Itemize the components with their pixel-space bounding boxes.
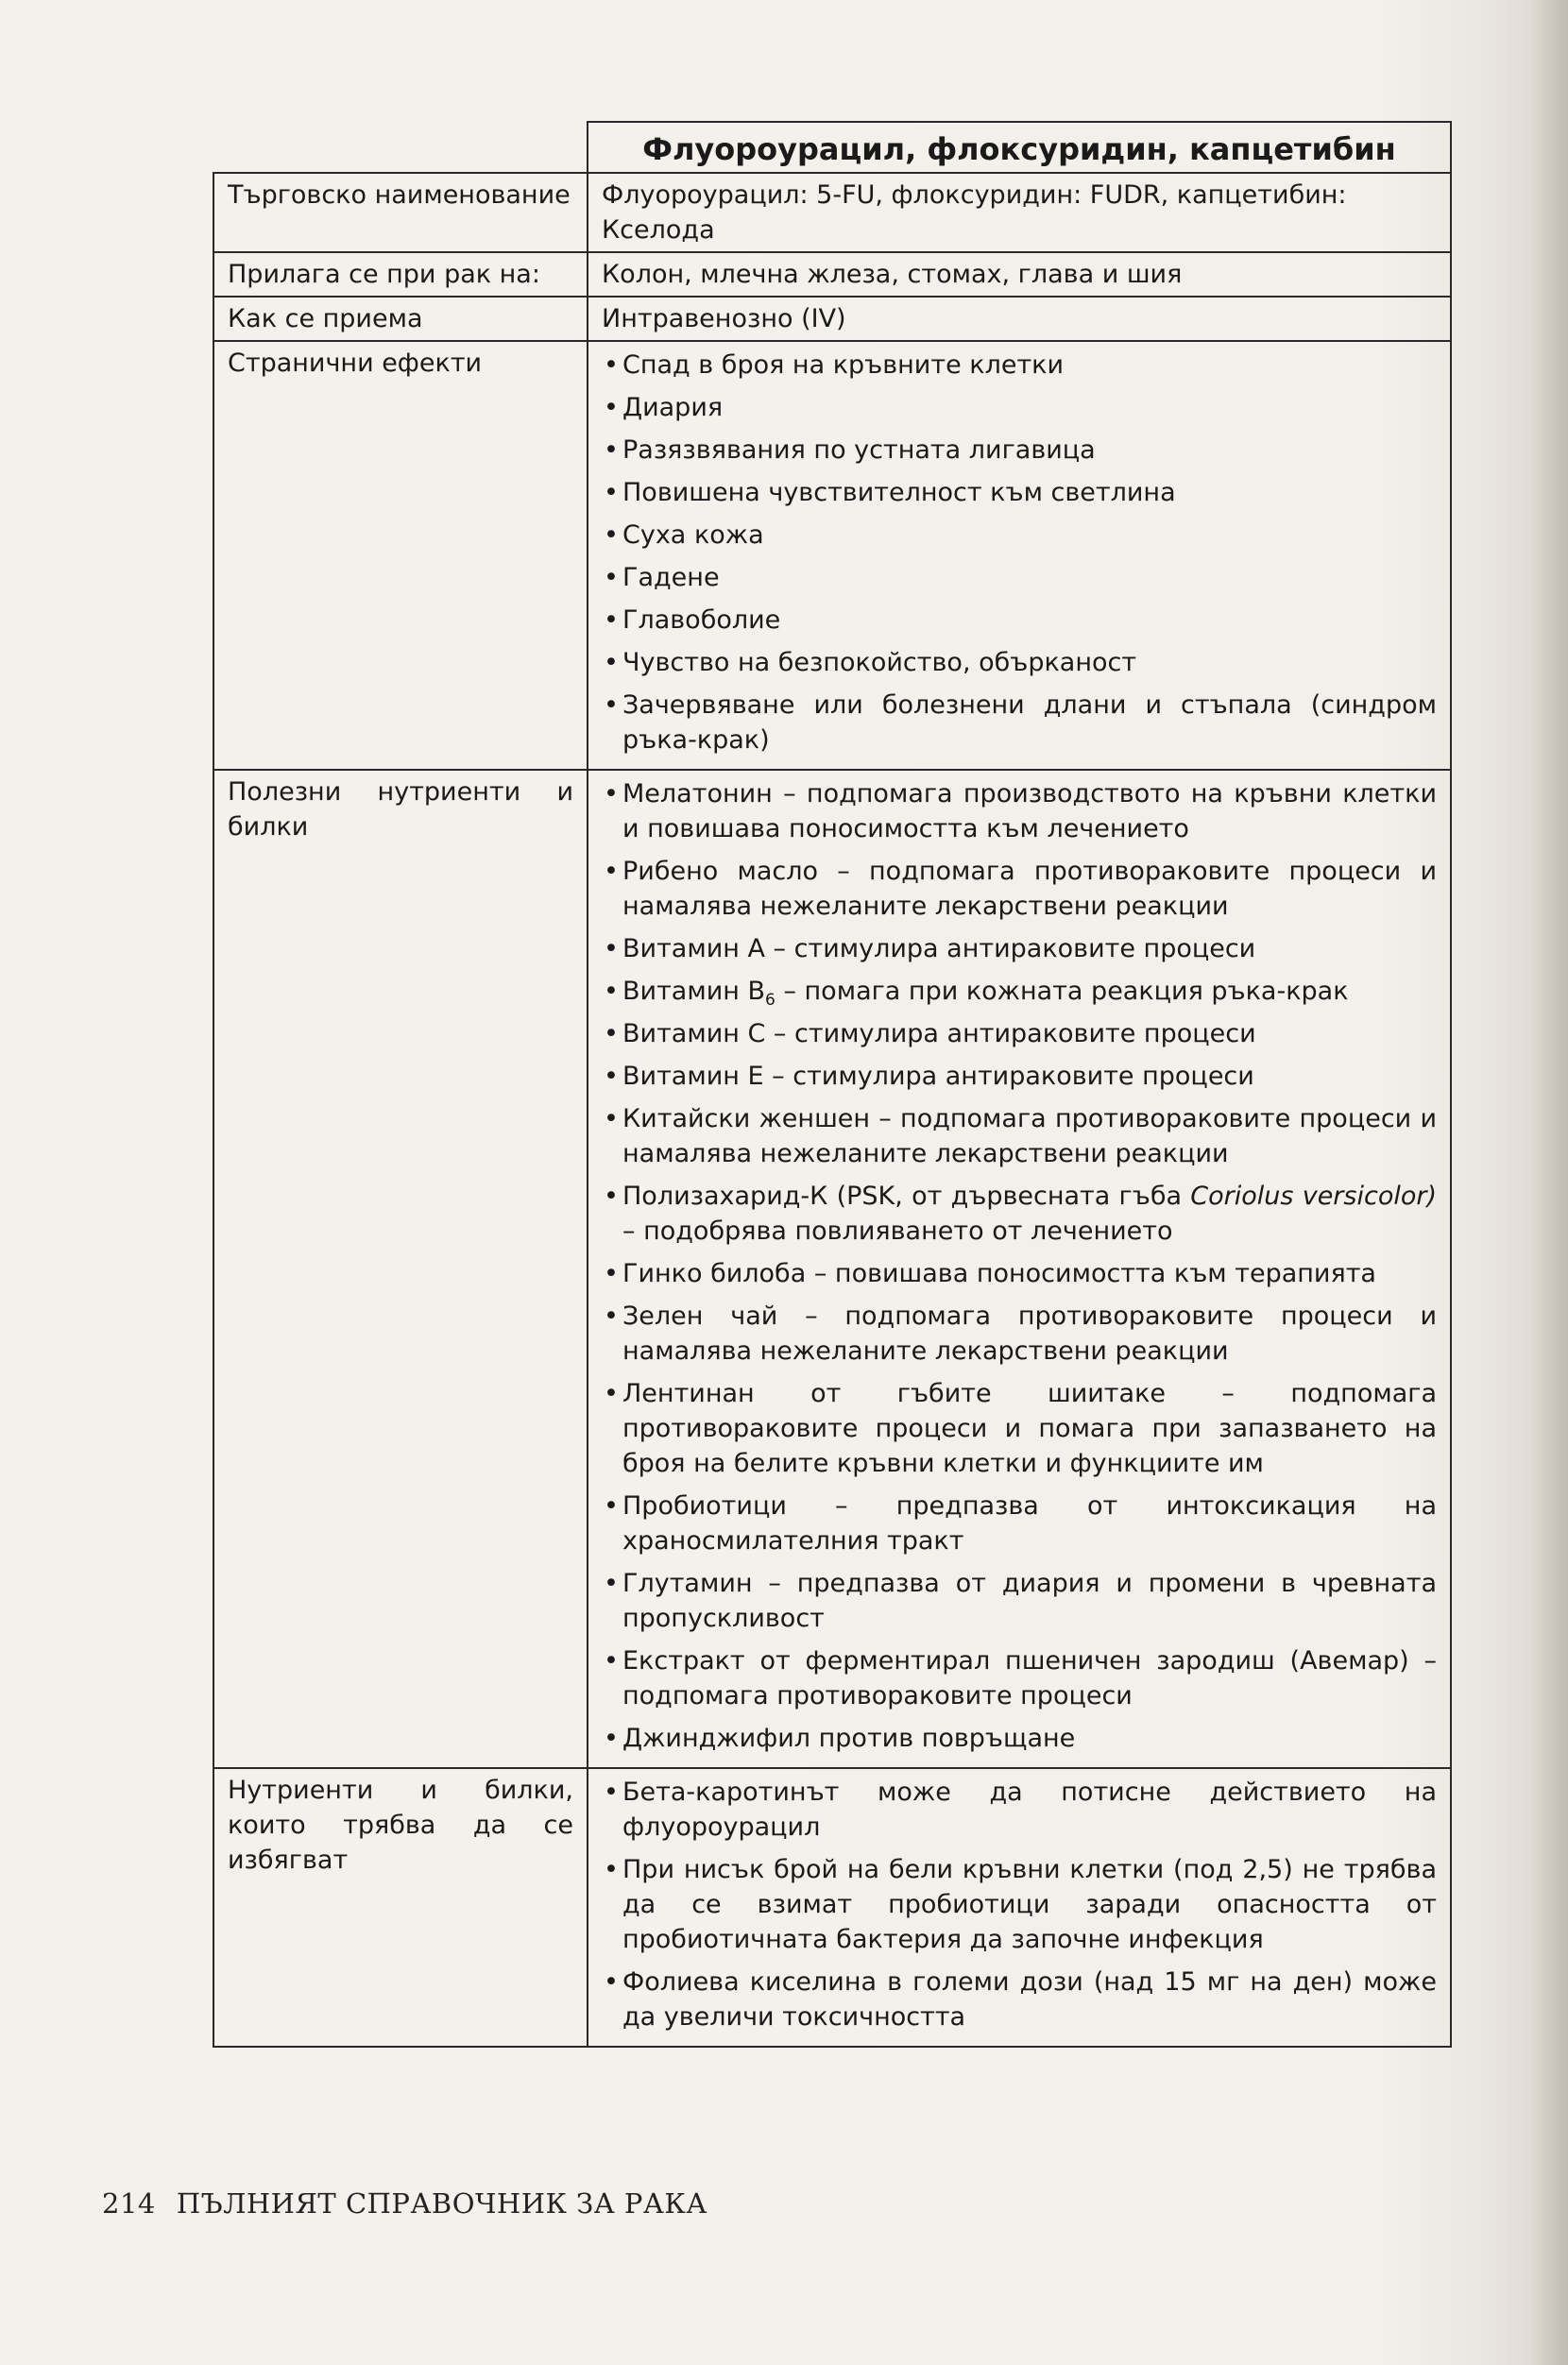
list-item: • Бета-каротинът може да потисне действието на флуороурацил bbox=[602, 1775, 1437, 1845]
list-item: • Глутамин – предпазва от диария и промени в чревната пропускливост bbox=[602, 1566, 1437, 1636]
item-italic: Coriolus versicolor) bbox=[1190, 1182, 1437, 1211]
side-effects-list bbox=[602, 348, 1437, 757]
page-gutter-shadow bbox=[1530, 0, 1568, 2365]
list-item: • Мелатонин – подпомага производството на кръвни клетки и повишава поносимостта към лечението bbox=[602, 776, 1437, 846]
page-footer bbox=[102, 2187, 707, 2220]
drug-info-table bbox=[213, 121, 1452, 2048]
list-item: • Зачервяване или болезнени длани и стъпала (синдром ръка-крак) bbox=[602, 688, 1437, 757]
table-row-avoid bbox=[213, 1768, 1451, 2047]
row-label: Как се приема bbox=[213, 297, 588, 341]
subscript: 6 bbox=[765, 991, 775, 1010]
row-label: Полезни нутриенти и билки bbox=[213, 770, 588, 1768]
table-corner-empty bbox=[213, 122, 588, 173]
list-item: • Зелен чай – подпомага противораковите процеси и намалява нежеланите лекарствени реакции bbox=[602, 1299, 1437, 1369]
list-item: • Чувство на безпокойство, обърканост bbox=[602, 645, 1437, 680]
row-label: Странични ефекти bbox=[213, 341, 588, 770]
item-text: Полизахарид-К (PSK, от дървесната гъба bbox=[622, 1182, 1191, 1211]
table-row-useful-nutrients bbox=[213, 770, 1451, 1768]
list-item: • Главоболие bbox=[602, 603, 1437, 638]
list-item: • Витамин С – стимулира антираковите процеси bbox=[602, 1016, 1437, 1051]
table-row-administration bbox=[213, 297, 1451, 341]
row-value bbox=[588, 1768, 1451, 2047]
row-value bbox=[588, 341, 1451, 770]
list-item: • Фолиева киселина в големи дози (над 15 мг на ден) може да увеличи токсичността bbox=[602, 1965, 1437, 2034]
list-item bbox=[602, 974, 1437, 1009]
list-item: • Екстракт от ферментирал пшеничен зародиш (Авемар) – подпомага противораковите процеси bbox=[602, 1643, 1437, 1713]
list-item: • Разязвявания по устната лигавица bbox=[602, 433, 1437, 468]
row-label: Прилага се при рак на: bbox=[213, 252, 588, 297]
list-item: • Диария bbox=[602, 390, 1437, 425]
row-label: Нутриенти и билки, които трябва да се избягват bbox=[213, 1768, 588, 2047]
list-item: • Витамин А – стимулира антираковите процеси bbox=[602, 931, 1437, 966]
list-item: • Повишена чувствителност към светлина bbox=[602, 475, 1437, 510]
list-item: • При нисък брой на бели кръвни клетки (под 2,5) не трябва да се взимат пробиотици заради опасността от пробиотичната бактерия да започне инфекция bbox=[602, 1852, 1437, 1957]
list-item: • Рибено масло – подпомага противораковите процеси и намалява нежеланите лекарствени реакции bbox=[602, 854, 1437, 924]
list-item: • Китайски женшен – подпомага противораковите процеси и намалява нежеланите лекарствени реакции bbox=[602, 1101, 1437, 1171]
list-item: • Джинджифил против повръщане bbox=[602, 1721, 1437, 1756]
list-item: • Спад в броя на кръвните клетки bbox=[602, 348, 1437, 383]
drug-title: Флуороурацил, флоксуридин, капцетибин bbox=[588, 122, 1451, 173]
list-item: • Гадене bbox=[602, 560, 1437, 595]
useful-nutrients-list bbox=[602, 776, 1437, 1756]
table-header-row bbox=[213, 122, 1451, 173]
list-item: • Гинко билоба – повишава поносимостта към терапията bbox=[602, 1256, 1437, 1291]
list-item: • Пробиотици – предпазва от интоксикация на храносмилателния тракт bbox=[602, 1489, 1437, 1558]
page-number: 214 bbox=[102, 2187, 156, 2220]
item-text: Витамин В bbox=[622, 977, 766, 1006]
row-value bbox=[588, 770, 1451, 1768]
list-item: • Лентинан от гъбите шиитаке – подпомага противораковите процеси и помага при запазването на броя на белите кръвни клетки и функциите им bbox=[602, 1376, 1437, 1481]
table-row-trade-name bbox=[213, 173, 1451, 252]
item-text: – подобрява повлияването от лечението bbox=[622, 1217, 1173, 1246]
avoid-list bbox=[602, 1775, 1437, 2034]
list-item: • Суха кожа bbox=[602, 518, 1437, 553]
list-item bbox=[602, 1179, 1437, 1249]
row-value: Флуороурацил: 5-FU, флоксуридин: FUDR, капцетибин: Кселода bbox=[588, 173, 1451, 252]
running-title: ПЪЛНИЯТ СПРАВОЧНИК ЗА РАКА bbox=[176, 2187, 707, 2220]
list-item: • Витамин Е – стимулира антираковите процеси bbox=[602, 1059, 1437, 1094]
table-row-side-effects bbox=[213, 341, 1451, 770]
row-value: Интравенозно (IV) bbox=[588, 297, 1451, 341]
table-row-indication bbox=[213, 252, 1451, 297]
row-value: Колон, млечна жлеза, стомах, глава и шия bbox=[588, 252, 1451, 297]
row-label: Търговско наименование bbox=[213, 173, 588, 252]
item-text: – помага при кожната реакция ръка-крак bbox=[775, 977, 1349, 1006]
